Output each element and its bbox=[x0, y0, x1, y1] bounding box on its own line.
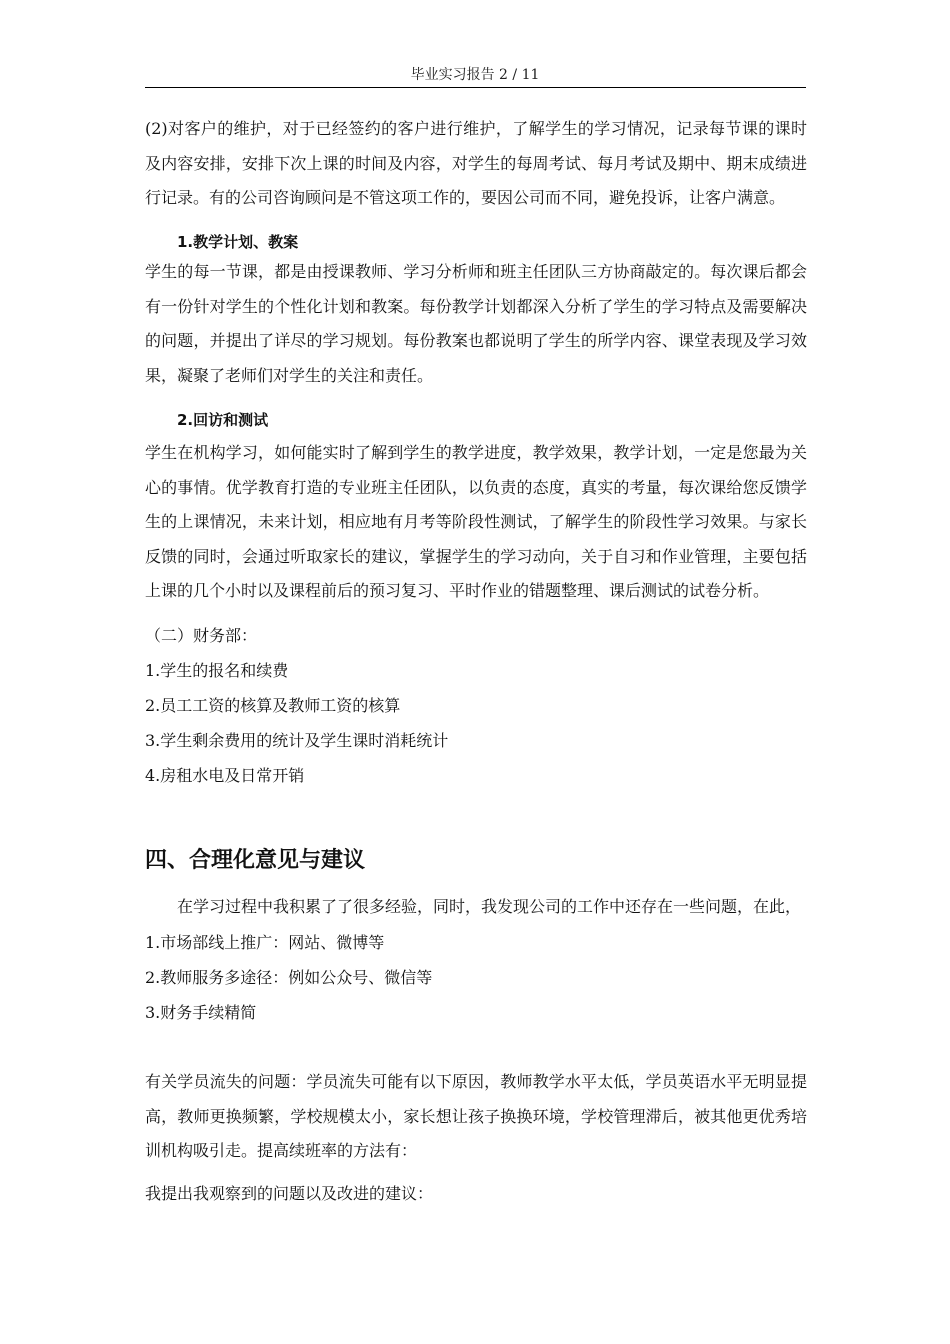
suggestion-item: 2.教师服务多途径：例如公众号、微信等 bbox=[145, 968, 433, 987]
section-title: 四、合理化意见与建议 bbox=[145, 848, 366, 873]
paragraph-client-maintenance: (2)对客户的维护，对于已经签约的客户进行维护，了解学生的学习情况，记录每节课的课时及内容安排，安排下次上课的时间及内容，对学生的每周考试、每月考试及期中、期末成绩进行记录。有的公司咨询顾问是不管这项工作的，要因公司而不同，避免投诉，让客户满意。 bbox=[145, 119, 807, 207]
heading-followup-test: 2.回访和测试 bbox=[177, 411, 269, 429]
page-header: 毕业实习报告 2 / 11 bbox=[410, 67, 540, 83]
finance-title: （二）财务部： bbox=[145, 626, 258, 645]
paragraph-followup-test: 学生在机构学习，如何能实时了解到学生的教学进度，教学效果，教学计划，一定是您最为关心的事情。优学教育打造的专业班主任团队，以负责的态度，真实的考量，每次课给您反馈学生的上课情况，未来计划，相应地有月考等阶段性测试，了解学生的阶段性学习效果。与家长反馈的同时，会通过听取家长的建议，掌握学生的学习动向，关于自习和作业管理，主要包括上课的几个小时以及课程前后的预习复习、平时作业的错题整理、课后测试的试卷分析。 bbox=[145, 443, 807, 600]
finance-item: 1.学生的报名和续费 bbox=[145, 661, 289, 680]
paragraph-teaching-plan: 学生的每一节课，都是由授课教师、学习分析师和班主任团队三方协商敲定的。每次课后都会有一份针对学生的个性化计划和教案。每份教学计划都深入分析了学生的学习特点及需要解决的问题，并提出了详尽的学习规划。每份教案也都说明了学生的所学内容、课堂表现及学习效果，凝聚了老师们对学生的关注和责任。 bbox=[145, 262, 807, 385]
paragraph-student-loss: 有关学员流失的问题：学员流失可能有以下原因，教师教学水平太低，学员英语水平无明显提高，教师更换频繁，学校规模太小，家长想让孩子换换环境，学校管理滞后，被其他更优秀培训机构吸引走。提高续班率的方法有： bbox=[145, 1072, 807, 1160]
paragraph-observations: 我提出我观察到的问题以及改进的建议： bbox=[145, 1184, 434, 1203]
finance-item: 4.房租水电及日常开销 bbox=[145, 766, 305, 785]
suggestion-item: 3.财务手续精简 bbox=[145, 1003, 257, 1022]
heading-teaching-plan: 1.教学计划、教案 bbox=[177, 233, 299, 251]
finance-item: 2.员工工资的核算及教师工资的核算 bbox=[145, 696, 401, 715]
finance-item: 3.学生剩余费用的统计及学生课时消耗统计 bbox=[145, 731, 449, 750]
suggestion-item: 1.市场部线上推广：网站、微博等 bbox=[145, 933, 385, 952]
suggestion-intro: 在学习过程中我积累了了很多经验，同时，我发现公司的工作中还存在一些问题，在此， bbox=[177, 897, 802, 916]
header-rule bbox=[145, 87, 806, 88]
